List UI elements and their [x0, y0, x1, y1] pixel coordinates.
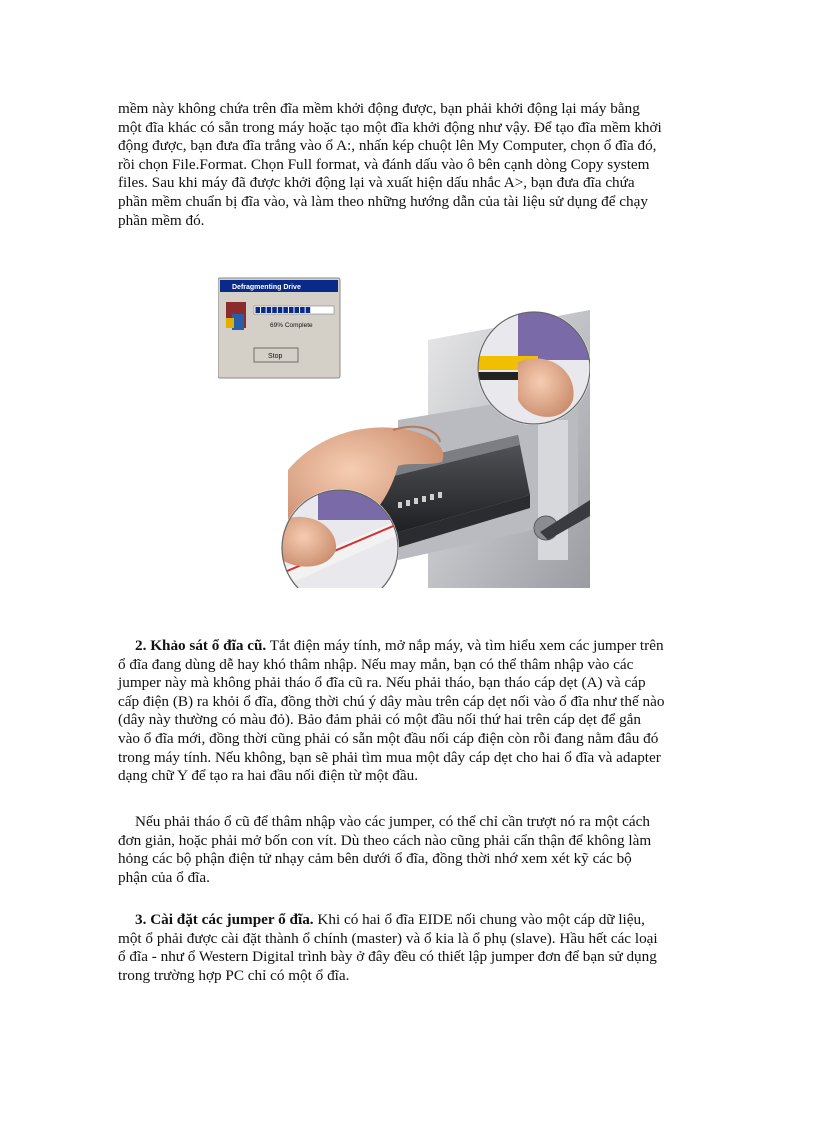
- progress-block: [256, 307, 261, 313]
- text-line: đơn giản, hoặc phải mở bốn con vít. Dù theo cách nào cũng phải cẩn thận để không làm: [118, 831, 652, 849]
- text-line: (dây này thường có màu đỏ). Bảo đảm phải có một đầu nối thứ hai trên cáp dẹt để gắn: [118, 711, 642, 729]
- intro-paragraph: [118, 100, 708, 230]
- text-line: phận của ổ đĩa.: [118, 868, 210, 886]
- dialog-title: Defragmenting Drive: [232, 284, 301, 291]
- text-line: một ổ phải được cài đặt thành ổ chính (master) và ổ kia là ổ phụ (slave). Hầu hết các loại: [118, 929, 658, 947]
- step3-line: Khi có hai ổ đĩa EIDE nối chung vào một cáp dữ liệu,: [313, 911, 645, 928]
- progress-block: [283, 307, 288, 313]
- defrag-progress-bar: [254, 306, 334, 314]
- text-line: rồi chọn File.Format. Chọn Full format, và đánh dấu vào ô bên cạnh dòng Copy system: [118, 155, 650, 173]
- text-line: ổ đĩa đang dùng dễ hay khó thâm nhập. Nếu may mắn, bạn có thể thâm nhập vào các: [118, 655, 634, 673]
- text-line: files. Sau khi máy đã được khởi động lại và xuất hiện dấu nhắc A>, bạn đưa đĩa chứa: [118, 174, 635, 192]
- dialog-progress-text: 69% Complete: [270, 322, 313, 329]
- progress-block: [272, 307, 277, 313]
- step2-paragraph: [118, 637, 708, 786]
- progress-block: [295, 307, 300, 313]
- text-line: [118, 637, 708, 656]
- progress-block: [261, 307, 266, 313]
- text-line: dạng chữ Y để tạo ra hai đầu nối điện từ một đầu.: [118, 767, 419, 785]
- text-line: ổ đĩa - như ổ Western Digital trình bày ở đây đều có thiết lập jumper đơn để bạn sử dụng: [118, 948, 657, 966]
- stop-button-label: Stop: [268, 353, 283, 360]
- text-line: jumper này mà không phải tháo ổ đĩa cũ ra. Nếu phải tháo, bạn tháo cáp dẹt (A) và cáp: [118, 674, 646, 692]
- progress-block: [278, 307, 283, 313]
- step3-paragraph: [118, 911, 708, 985]
- text-line: [118, 911, 708, 930]
- step2-line: Tắt điện máy tính, mở nắp máy, và tìm hiểu xem các jumper trên: [266, 637, 664, 654]
- text-line: một đĩa khác có sẵn trong máy hoặc tạo một đĩa khởi động như vậy. Để tạo đĩa mềm khởi: [118, 118, 662, 136]
- text-line: cấp điện (B) ra khỏi ổ đĩa, đồng thời chú ý dây màu trên cáp dẹt nối vào ổ đĩa như thế nào: [118, 692, 665, 710]
- step2-heading: 2. Khảo sát ổ đĩa cũ.: [135, 637, 267, 654]
- text-line: trong trường hợp PC chỉ có một ổ đĩa.: [118, 966, 350, 984]
- text-line: Nếu phải tháo ổ cũ để thâm nhập vào các jumper, có thể chỉ cần trượt nó ra một cách: [135, 813, 650, 830]
- progress-block: [289, 307, 294, 313]
- text-line: trong máy tính. Nếu không, bạn sẽ phải tìm mua một dây cáp dẹt cho hai ổ đĩa và adapter: [118, 748, 661, 766]
- step3-heading: 3. Cài đặt các jumper ổ đĩa.: [135, 911, 314, 928]
- note-paragraph: [118, 813, 708, 887]
- progress-block: [306, 307, 311, 313]
- text-line: mềm này không chứa trên đĩa mềm khởi động được, bạn phải khởi động lại máy bằng: [118, 100, 640, 117]
- text-line: vào ổ đĩa mới, đồng thời cũng phải có sẵn một đầu nối cáp điện còn rỗi đang nằm đâu đó: [118, 729, 659, 747]
- progress-block: [300, 307, 305, 313]
- text-line: động được, bạn đưa đĩa trắng vào ổ A:, nhấn kép chuột lên My Computer, chọn ổ đĩa đó,: [118, 137, 657, 155]
- progress-block: [267, 307, 272, 313]
- text-line: hỏng các bộ phận điện tử nhạy cảm bên dưới ổ đĩa, đồng thời nhớ xem xét kỹ các bộ: [118, 850, 632, 868]
- defragmenting-dialog: [218, 278, 340, 378]
- hard-drive-installation-photo: [218, 270, 590, 588]
- text-line: phần mềm đó.: [118, 211, 205, 229]
- text-line: phần mềm chuẩn bị đĩa vào, và làm theo những hướng dẫn của tài liệu sử dụng để chạy: [118, 192, 648, 210]
